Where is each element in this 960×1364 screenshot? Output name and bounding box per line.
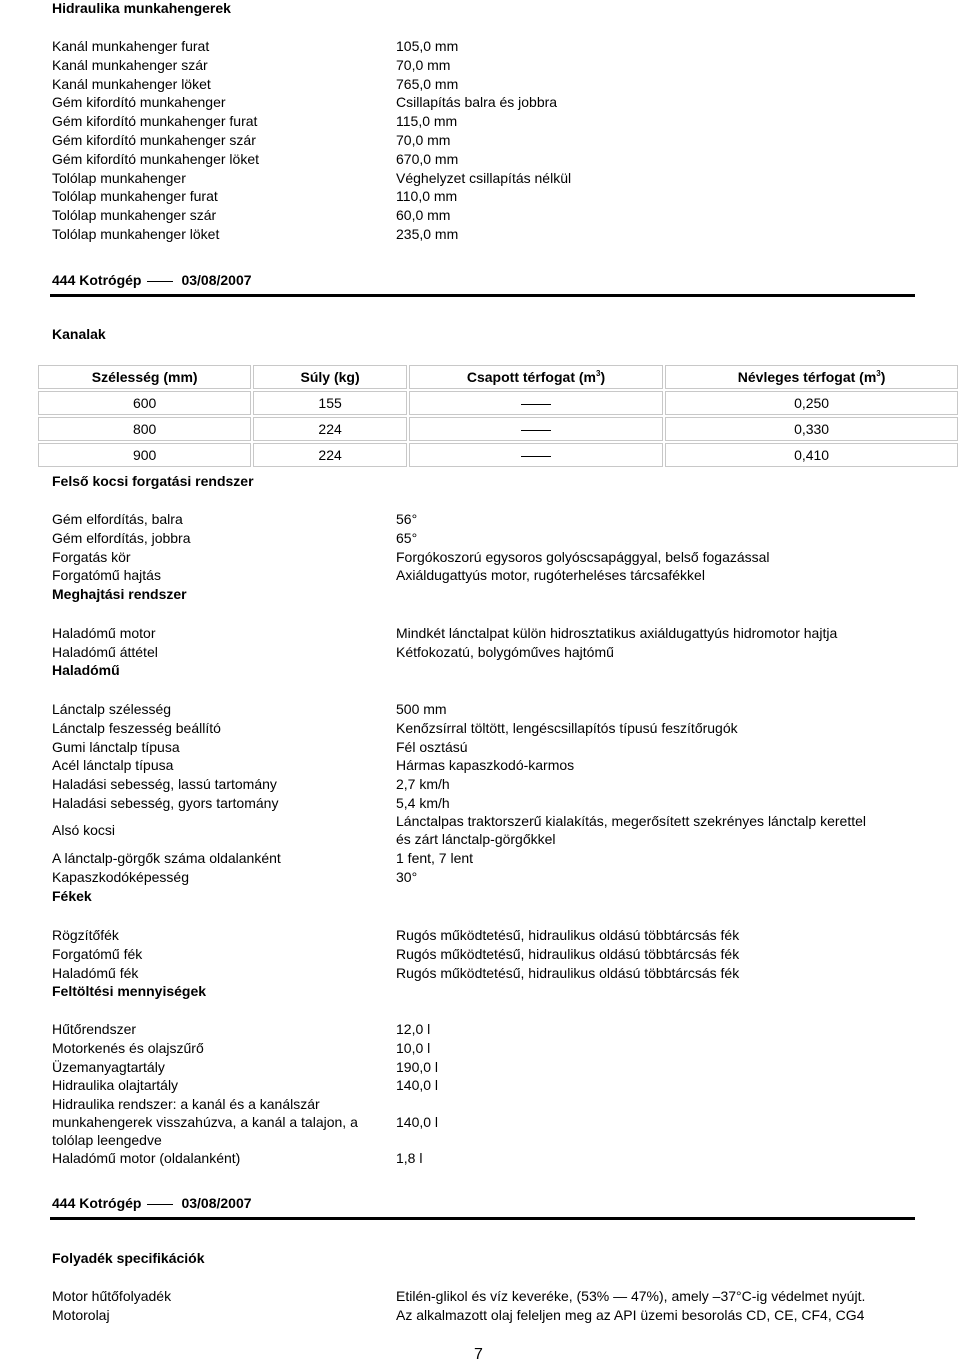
list-item <box>52 93 932 112</box>
page-header-1 <box>52 272 252 288</box>
list-item <box>52 187 932 206</box>
item-value: 65° <box>396 529 418 546</box>
item-label: Haladómű motor <box>52 625 156 641</box>
item-label: Haladási sebesség, gyors tartomány <box>52 795 279 811</box>
item-label: Forgatómű fék <box>52 945 143 962</box>
header-date: 03/08/2007 <box>181 272 252 288</box>
item-value: 140,0 l <box>396 1077 439 1094</box>
undercarriage-value-line2: és zárt lánctalp-görgőkkel <box>396 831 556 847</box>
undercarriage-value-line1: Lánctalpas traktorszerű kialakítás, megerősített szekrényes lánctalp kerettel <box>396 813 866 829</box>
list-item <box>52 169 932 188</box>
item-value: 30° <box>396 868 418 885</box>
buckets-table <box>36 363 960 469</box>
item-label: A lánctalp-görgők száma oldalanként <box>52 850 281 866</box>
list-item <box>52 150 932 169</box>
item-label: Tolólap munkahenger furat <box>52 188 218 205</box>
list-item <box>52 566 932 585</box>
item-value: 70,0 mm <box>396 56 451 73</box>
item-value: Fél osztású <box>396 738 468 755</box>
list-item <box>52 1287 932 1306</box>
item-value: 115,0 mm <box>396 113 458 130</box>
hyd-system-value: 140,0 l <box>396 1114 439 1130</box>
item-value: Rugós működtetésű, hidraulikus oldású többtárcsás fék <box>396 927 740 943</box>
item-label: Gém elfordítás, balra <box>52 511 183 527</box>
item-value: 5,4 km/h <box>396 795 450 811</box>
item-label: Gém kifordító munkahenger löket <box>52 150 259 167</box>
list-item <box>52 738 932 757</box>
item-value: Rugós működtetésű, hidraulikus oldású többtárcsás fék <box>396 964 740 981</box>
item-label: Gém kifordító munkahenger szár <box>52 132 256 148</box>
list-item <box>52 926 932 945</box>
list-item <box>52 1020 932 1039</box>
list-item <box>52 75 932 94</box>
list-item <box>52 56 932 75</box>
item-value: 105,0 mm <box>396 38 459 54</box>
item-value: Hármas kapaszkodó-karmos <box>396 757 575 774</box>
travel-motor-value: 1,8 l <box>396 1150 423 1166</box>
item-value: Kétfokozatú, bolygóműves hajtómű <box>396 643 614 660</box>
col-rated-header: Névleges térfogat $(m^3)$ <box>665 365 958 389</box>
table-row: 600 155 0,250 <box>38 391 958 415</box>
item-label: Gumi lánctalp típusa <box>52 738 180 755</box>
list-item <box>52 510 932 529</box>
list-item <box>52 1306 932 1325</box>
item-label: Motorkenés és olajszűrő <box>52 1039 204 1056</box>
hyd-system-line3: tolólap leengedve <box>52 1132 162 1148</box>
item-value: 235,0 mm <box>396 226 459 242</box>
list-item <box>52 849 932 868</box>
item-label: Acél lánctalp típusa <box>52 757 174 774</box>
travel-title: Haladómű <box>52 662 120 678</box>
list-item <box>52 1076 932 1095</box>
undercarriage-label: Alsó kocsi <box>52 822 116 838</box>
list-item <box>52 624 932 643</box>
list-item <box>52 719 932 738</box>
dash-mark <box>521 456 551 457</box>
item-value: 70,0 mm <box>396 132 451 148</box>
item-label: Gém kifordító munkahenger furat <box>52 113 258 130</box>
col-heaped-header: Csapott térfogat $(m^3)$ <box>409 365 663 389</box>
item-value: Véghelyzet csillapítás nélkül <box>396 169 572 186</box>
item-label: Kanál munkahenger löket <box>52 75 211 92</box>
list-item <box>52 756 932 775</box>
item-value: 56° <box>396 511 418 527</box>
list-item <box>52 794 932 813</box>
item-label: Üzemanyagtartály <box>52 1058 165 1075</box>
item-value: Forgókoszorú egysoros golyóscsapággyal, belső fogazással <box>396 548 770 565</box>
item-label: Forgatómű hajtás <box>52 567 161 584</box>
item-label: Kanál munkahenger szár <box>52 56 208 73</box>
item-value: Etilén-glikol és víz keveréke, (53% — 47%), amely –37°C-ig védelmet nyújt. <box>396 1288 866 1304</box>
item-label: Haladási sebesség, lassú tartomány <box>52 776 277 793</box>
list-item <box>52 643 932 662</box>
col-weight-header: Súly (kg) <box>253 365 407 389</box>
item-label: Kanál munkahenger furat <box>52 38 210 54</box>
list-item <box>52 775 932 794</box>
item-label: Tolólap munkahenger löket <box>52 226 220 242</box>
item-value: Mindkét lánctalpat külön hidrosztatikus axiáldugattyús hidromotor hajtja <box>396 625 838 641</box>
item-value: 190,0 l <box>396 1058 439 1075</box>
hyd-system-line2: munkahengerek visszahúzva, a kanál a talajon, a <box>52 1114 358 1130</box>
item-label: Tolólap munkahenger <box>52 169 186 186</box>
item-value: Kenőzsírral töltött, lengéscsillapítós típusú feszítőrugók <box>396 719 738 736</box>
list-item <box>52 1058 932 1077</box>
brakes-title: Fékek <box>52 888 92 904</box>
item-value: Rugós működtetésű, hidraulikus oldású többtárcsás fék <box>396 945 740 962</box>
item-label: Hidraulika olajtartály <box>52 1077 179 1094</box>
item-value: 500 mm <box>396 701 447 717</box>
item-value: Az alkalmazott olaj feleljen meg az API üzemi besorolás CD, CE, CF4, CG4 <box>396 1306 865 1323</box>
list-item <box>52 37 932 56</box>
item-value: 670,0 mm <box>396 150 459 167</box>
item-label: Motorolaj <box>52 1306 110 1323</box>
fill-title: Feltöltési mennyiségek <box>52 983 207 999</box>
item-label: Kapaszkodóképesség <box>52 868 189 885</box>
list-item <box>52 700 932 719</box>
page-number: 7 <box>474 1346 483 1363</box>
page-header-2 <box>52 1195 252 1211</box>
header-rule-1 <box>50 294 915 297</box>
item-value: 765,0 mm <box>396 75 459 92</box>
item-value: 60,0 mm <box>396 207 451 224</box>
item-label: Motor hűtőfolyadék <box>52 1288 172 1304</box>
upper-swing-title: Felső kocsi forgatási rendszer <box>52 473 254 489</box>
header-model: 444 Kotrógép <box>52 272 142 288</box>
hydraulics-title: Hidraulika munkahengerek <box>52 0 231 16</box>
table-row: 900 224 0,410 <box>38 443 958 467</box>
header-date: 03/08/2007 <box>181 1195 252 1211</box>
list-item <box>52 868 932 887</box>
list-item <box>52 964 932 983</box>
item-label: Haladómű fék <box>52 964 139 981</box>
item-label: Lánctalp szélesség <box>52 701 172 717</box>
item-value: 2,7 km/h <box>396 776 450 793</box>
buckets-title: Kanalak <box>52 326 106 342</box>
header-rule-2 <box>50 1217 915 1220</box>
col-width-header: Szélesség (mm) <box>38 365 251 389</box>
travel-motor-label: Haladómű motor (oldalanként) <box>52 1150 241 1166</box>
item-value: Csillapítás balra és jobbra <box>396 94 558 111</box>
item-value: 12,0 l <box>396 1021 431 1037</box>
item-label: Lánctalp feszesség beállító <box>52 719 221 736</box>
list-item <box>52 225 932 244</box>
list-item <box>52 131 932 150</box>
item-label: Gém elfordítás, jobbra <box>52 529 191 546</box>
list-item <box>52 112 932 131</box>
table-row: 800 224 0,330 <box>38 417 958 441</box>
item-value: 1 fent, 7 lent <box>396 850 474 866</box>
drive-title: Meghajtási rendszer <box>52 586 187 602</box>
header-model: 444 Kotrógép <box>52 1195 142 1211</box>
item-label: Forgatás kör <box>52 548 131 565</box>
item-label: Hűtőrendszer <box>52 1021 137 1037</box>
list-item <box>52 945 932 964</box>
item-label: Tolólap munkahenger szár <box>52 207 217 224</box>
list-item <box>52 529 932 548</box>
item-value: Axiáldugattyús motor, rugóterheléses tárcsafékkel <box>396 567 705 584</box>
item-value: 110,0 mm <box>396 188 458 205</box>
dash-mark <box>521 404 551 405</box>
list-item <box>52 1039 932 1058</box>
item-label: Rögzítőfék <box>52 927 119 943</box>
item-label: Haladómű áttétel <box>52 643 158 660</box>
item-label: Gém kifordító munkahenger <box>52 94 226 111</box>
hyd-system-line1: Hidraulika rendszer: a kanál és a kanálszár <box>52 1096 320 1112</box>
item-value: 10,0 l <box>396 1039 431 1056</box>
list-item <box>52 206 932 225</box>
fluids-title: Folyadék specifikációk <box>52 1250 205 1266</box>
dash-mark <box>521 430 551 431</box>
list-item <box>52 548 932 567</box>
